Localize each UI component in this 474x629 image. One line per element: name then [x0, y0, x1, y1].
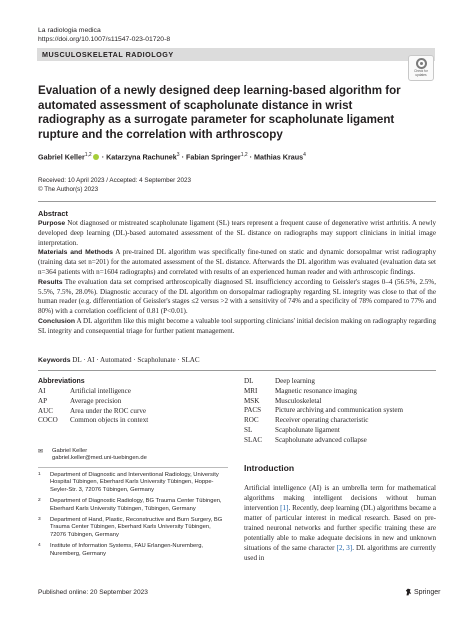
abstract-methods	[38, 248, 436, 277]
keywords	[38, 356, 200, 364]
article-title: Evaluation of a newly designed deep learning-based algorithm for automated assessment of scapholunate distance in wrist radiography as a surrogate parameter for scapholunate ligament rupture and the correlation with arthroscopy	[38, 84, 401, 141]
conclusion-text: A DL algorithm like this might become a valuable tool supporting clinicians' initial decision making on radiography regarding SL integrity and consequential triage for further patient management.	[38, 316, 436, 335]
abbreviation-key: AUC	[38, 406, 53, 415]
abbreviation-value: Area under the ROC curve	[70, 406, 147, 415]
conclusion-label: Conclusion	[38, 317, 76, 325]
author-name[interactable]: Mathias Kraus	[254, 152, 304, 162]
abbreviation-row	[244, 426, 403, 436]
published-date: Published online: 20 September 2023	[38, 589, 148, 596]
abbreviation-key: AI	[38, 387, 46, 395]
abbreviation-key: PACS	[244, 406, 262, 415]
author-affiliation-number: 1,2	[84, 152, 92, 158]
abbreviation-value: Receiver operating characteristic	[275, 416, 369, 425]
abstract-conclusion	[38, 317, 436, 337]
abstract-heading: Abstract	[38, 209, 68, 218]
publisher-logo	[405, 588, 440, 596]
author-affiliation-number: 1,2	[240, 152, 248, 158]
abbreviation-value: Picture archiving and communication system	[275, 406, 404, 415]
author-separator: ·	[179, 152, 186, 162]
abbreviation-value: Magnetic resonance imaging	[275, 386, 357, 395]
author-affiliation-number: 4	[303, 152, 306, 158]
affiliation-text: Institute of Information Systems, FAU Erlangen-Nuremberg, Nuremberg, Germany	[50, 543, 204, 557]
abbreviation-row	[244, 387, 403, 397]
divider	[38, 370, 436, 371]
author-name[interactable]: Fabian Springer	[185, 152, 241, 162]
introduction-body	[244, 483, 436, 563]
author-affiliation-number: 3	[176, 152, 180, 158]
abbreviation-row	[244, 406, 403, 416]
abbreviation-row	[244, 377, 403, 387]
abbreviation-key: ROC	[244, 416, 259, 425]
abstract-results	[38, 278, 436, 317]
affiliation-number: 4	[38, 543, 41, 549]
citation-link[interactable]: [2, 3]	[336, 544, 353, 552]
copyright: © The Author(s) 2023	[38, 185, 99, 193]
intro-text: . Recently, deep learning (DL) algorithms became a matter of particular interest in medical research. Based on pre-trained neuronal networks and further specific training these are potentially able to make adequate decisions in new and unknown situations of the same character	[244, 504, 436, 552]
doi-link[interactable]: https://doi.org/10.1007/s11547-023-01720-8	[38, 36, 171, 43]
abbreviation-value: Scapholunate ligament	[275, 425, 340, 434]
journal-name: La radiologia medica	[38, 27, 101, 34]
abbreviation-row	[244, 416, 403, 426]
purpose-label: Purpose	[38, 220, 66, 227]
abbreviations-list-left	[38, 387, 148, 426]
author-name[interactable]: Katarzyna Rachunek	[106, 152, 177, 162]
purpose-text: Not diagnosed or mistreated scapholunate ligament (SL) tears represent a frequent cause of degenerative wrist arthritis. A newly developed deep learning (DL)-based automated assessment of the SL distance on radiographs may support clinicians in initial image interpretation.	[38, 219, 436, 247]
correspondence-name: Gabriel Keller	[52, 448, 88, 454]
affiliation-number: 1	[38, 472, 41, 477]
update-icon	[416, 58, 427, 69]
abbreviation-value: Deep learning	[275, 377, 315, 385]
check-updates-label: Check for updates	[414, 69, 428, 77]
abbreviation-row	[38, 407, 148, 417]
affiliation-item	[38, 543, 228, 558]
abbreviation-key: MSK	[244, 396, 260, 405]
keywords-label: Keywords	[38, 357, 71, 364]
abbreviation-key: AP	[38, 396, 48, 405]
methods-text: A pre-trained DL algorithm was specifically fine-tuned on static and dynamic dorsopalmar wrist radiography (training data set n=201) for the automated assessment of the SL distance. Afterwards the DL algorithm was evaluated (evaluation data set n=364 patients with n=1604 radiographs) and correlated with results of an experienced human reader and with arthroscopic findings.	[38, 248, 436, 276]
results-text: The evaluation data set comprised arthroscopically diagnosed SL insufficiency according to Geissler's stages 0–4 (56.5%, 2.5%, 5.5%, 7.5%, 28.0%). Diagnostic accuracy of the DL algorithm on dorsopalmar radiography regarding SL integrity was close to that of the human reader (e.g. differentiation of Geissler's stages ≤2 versus >2 with a sensitivity of 74% and a specificity of 78% compared to 77% and 80%) with a correlation coefficient of 0.81 (P<0.01).	[38, 277, 436, 316]
received-accepted: Received: 10 April 2023 / Accepted: 4 September 2023	[38, 177, 191, 184]
abstract-body	[38, 219, 436, 337]
affiliation-item	[38, 498, 228, 513]
abbreviation-row	[244, 436, 403, 446]
affiliation-number: 3	[38, 517, 41, 523]
abbreviation-value: Common objects in context	[70, 416, 149, 425]
abbreviation-row	[38, 387, 148, 397]
article-dates	[38, 177, 191, 194]
correspondence	[38, 448, 147, 463]
abbreviation-row	[38, 397, 148, 407]
introduction-heading: Introduction	[244, 463, 295, 473]
divider	[38, 467, 228, 468]
abbreviation-row	[244, 397, 403, 407]
affiliation-text: Department of Diagnostic and Interventional Radiology, University Hospital Tübingen, Eberhard Karls University Tübingen, Hoppe-Seyler-Str. 3, 72076 Tübingen, Germany	[50, 472, 219, 493]
abbreviation-key: DL	[244, 377, 254, 385]
affiliations	[38, 472, 228, 562]
keywords-text: DL · AI · Automated · Scapholunate · SLAC	[70, 356, 200, 364]
correspondence-email[interactable]: gabriel.keller@med.uni-tuebingen.de	[52, 455, 147, 462]
abbreviation-key: COCO	[38, 416, 58, 425]
affiliation-text: Department of Hand, Plastic, Reconstructive and Burn Surgery, BG Trauma Center Tübingen, Eberhard Karls University Tübingen, 72076 Tübingen, Germany	[50, 517, 223, 538]
abbreviation-value: Musculoskeletal	[275, 396, 322, 405]
abbreviations-heading: Abbreviations	[38, 378, 85, 385]
intro-text: . DL algorithms are currently used in	[244, 544, 436, 562]
abbreviation-key: SLAC	[244, 435, 263, 444]
author-name[interactable]: Gabriel Keller	[38, 152, 85, 162]
publisher-name: Springer	[414, 588, 441, 596]
affiliation-item	[38, 472, 228, 494]
abbreviation-value: Artificial intelligence	[70, 387, 131, 395]
abbreviation-key: SL	[244, 425, 253, 434]
orcid-icon[interactable]	[93, 154, 99, 160]
results-label: Results	[38, 278, 63, 286]
methods-label: Materials and Methods	[38, 249, 114, 257]
affiliation-number: 2	[38, 498, 41, 504]
author-separator: ·	[247, 152, 255, 162]
affiliation-item	[38, 517, 228, 539]
divider	[38, 201, 436, 202]
abstract-purpose	[38, 219, 436, 248]
envelope-icon: ✉	[38, 449, 44, 455]
section-banner	[37, 48, 435, 61]
abbreviation-value: Average precision	[70, 396, 122, 405]
citation-link[interactable]: [1]	[280, 504, 289, 512]
abbreviations-list-right	[244, 377, 403, 446]
springer-horse-icon	[405, 588, 412, 596]
intro-text: Artificial intelligence (AI) is an umbrella term for mathematical algorithms making intelligent decisions without human intervention	[244, 484, 436, 512]
abbreviation-row	[38, 416, 148, 426]
author-list	[38, 152, 438, 161]
abbreviation-key: MRI	[244, 386, 258, 395]
check-for-updates-button[interactable]	[408, 55, 434, 81]
affiliation-text: Department of Diagnostic Radiology, BG Trauma Center Tübingen, Eberhard Karls University Tübingen, Tübingen, Germany	[50, 498, 222, 512]
abbreviation-value: Scapholunate advanced collapse	[275, 435, 367, 444]
author-separator: ·	[99, 152, 107, 162]
section-label: MUSCULOSKELETAL RADIOLOGY	[42, 50, 174, 59]
